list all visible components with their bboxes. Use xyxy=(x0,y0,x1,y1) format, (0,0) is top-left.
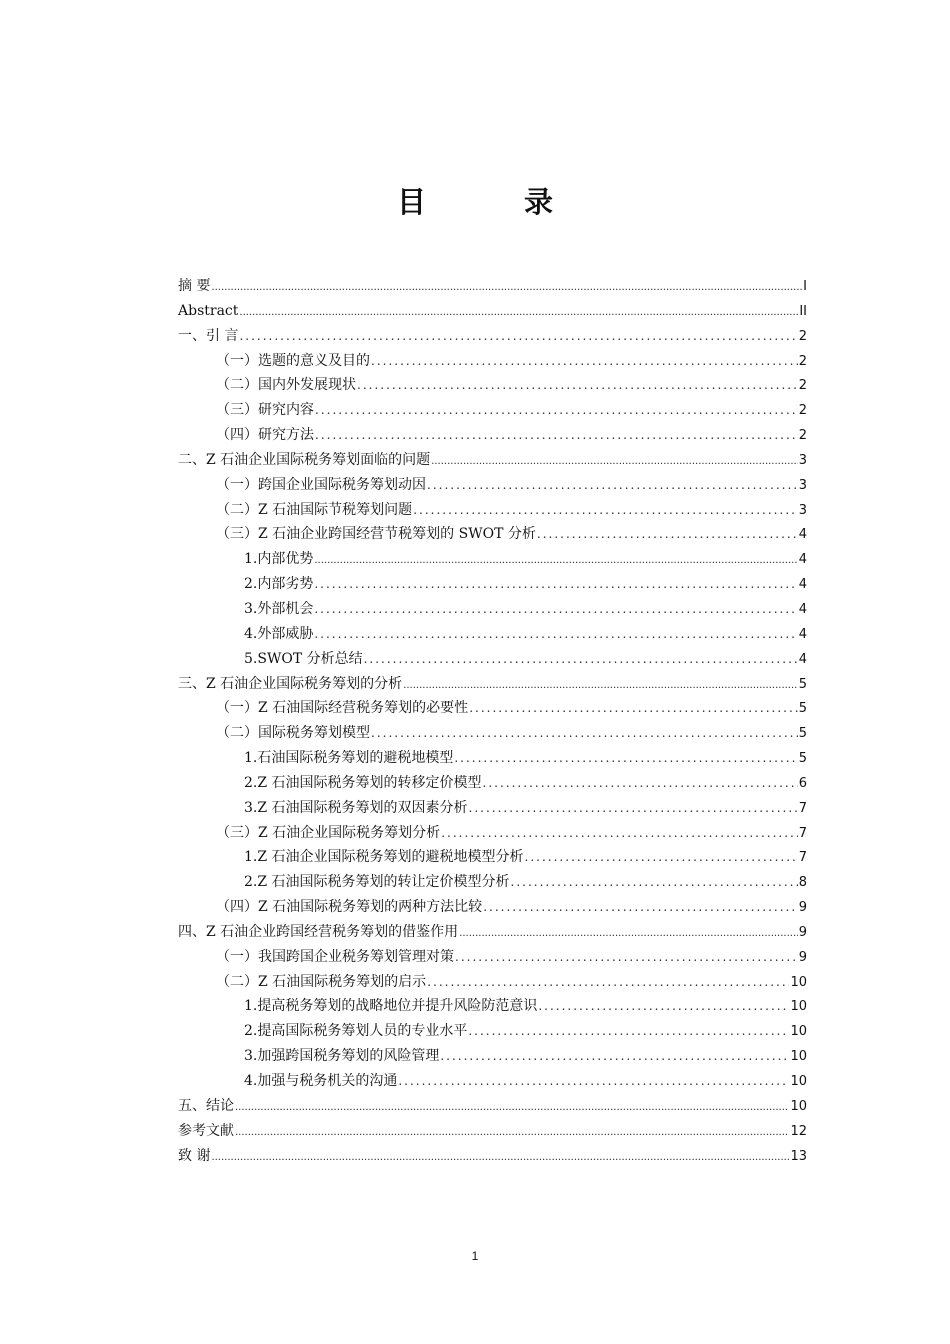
toc-entry[interactable] xyxy=(178,299,807,324)
toc-entry-page: 5 xyxy=(798,701,807,717)
toc-entry-page: 4 xyxy=(798,577,807,593)
toc-dot-leader xyxy=(431,450,798,475)
toc-entry-page: 2 xyxy=(798,403,807,419)
toc-entry-page: II xyxy=(799,303,807,319)
toc-entry-page: 5 xyxy=(798,676,807,692)
toc-dot-leader xyxy=(235,1096,789,1121)
toc-dot-leader xyxy=(403,674,798,699)
toc-entry[interactable] xyxy=(178,945,807,970)
toc-dot-leader xyxy=(454,746,797,771)
toc-entry[interactable] xyxy=(178,994,807,1019)
toc-entry-title: （一）Z 石油国际经营税务筹划的必要性 xyxy=(216,700,469,717)
toc-dot-leader xyxy=(314,597,797,622)
table-of-contents xyxy=(178,274,807,1168)
toc-entry-title: 1.内部优势 xyxy=(244,551,314,568)
toc-entry[interactable] xyxy=(178,622,807,647)
toc-dot-leader xyxy=(455,945,798,970)
toc-entry-page: 4 xyxy=(798,552,807,568)
toc-entry-page: 8 xyxy=(798,875,807,891)
toc-dot-leader xyxy=(468,1019,789,1044)
toc-dot-leader xyxy=(427,473,798,498)
toc-dot-leader xyxy=(357,373,798,398)
toc-entry-page: 9 xyxy=(798,900,807,916)
toc-dot-leader xyxy=(469,696,798,721)
toc-dot-leader xyxy=(315,398,798,423)
toc-entry-title: （四）研究方法 xyxy=(216,427,314,444)
toc-dot-leader xyxy=(459,922,798,947)
toc-entry-page: 10 xyxy=(790,999,807,1015)
toc-entry-title: 3.加强跨国税务筹划的风险管理 xyxy=(244,1048,440,1065)
toc-dot-leader xyxy=(314,622,797,647)
toc-entry-title: 1.石油国际税务筹划的避税地模型 xyxy=(244,750,454,767)
toc-entry-page: 10 xyxy=(790,1049,807,1065)
toc-entry-title: （一）跨国企业国际税务筹划动因 xyxy=(216,476,426,493)
toc-dot-leader xyxy=(483,771,798,796)
toc-entry-page: 4 xyxy=(798,601,807,617)
toc-entry[interactable] xyxy=(178,696,807,721)
toc-entry[interactable] xyxy=(178,821,807,846)
toc-entry[interactable] xyxy=(178,1144,807,1169)
toc-dot-leader xyxy=(364,647,798,672)
toc-entry-title: 三、Z 石油企业国际税务筹划的分析 xyxy=(178,675,403,692)
toc-dot-leader xyxy=(537,522,798,547)
toc-entry-page: 2 xyxy=(798,428,807,444)
toc-entry[interactable] xyxy=(178,522,807,547)
toc-entry-title: 一、引 言 xyxy=(178,327,239,344)
toc-entry-title: 五、结论 xyxy=(178,1097,234,1114)
toc-entry-page: 12 xyxy=(790,1123,807,1139)
toc-entry-title: 2.提高国际税务筹划人员的专业水平 xyxy=(244,1023,468,1040)
toc-dot-leader xyxy=(239,301,798,326)
toc-entry-page: 10 xyxy=(790,1074,807,1089)
toc-entry[interactable] xyxy=(178,1044,807,1069)
toc-entry-title: （四）Z 石油国际税务筹划的两种方法比较 xyxy=(216,899,483,916)
toc-entry-title: （三）研究内容 xyxy=(216,402,314,419)
toc-dot-leader xyxy=(371,349,798,374)
toc-dot-leader xyxy=(314,572,797,597)
toc-dot-leader xyxy=(469,796,798,821)
toc-entry-page: 10 xyxy=(790,974,807,990)
toc-entry[interactable] xyxy=(178,721,807,746)
toc-entry[interactable] xyxy=(178,870,807,895)
toc-entry-page: 5 xyxy=(798,751,807,767)
toc-dot-leader xyxy=(398,1069,789,1094)
toc-entry[interactable] xyxy=(178,572,807,597)
page-title: 目 录 xyxy=(396,185,598,219)
toc-entry-title: 3.Z 石油国际税务筹划的双因素分析 xyxy=(244,799,468,816)
toc-dot-leader xyxy=(483,895,798,920)
toc-entry[interactable] xyxy=(178,398,807,423)
toc-entry-title: （三）Z 石油企业国际税务筹划分析 xyxy=(216,824,441,841)
toc-entry-title: 4.加强与税务机关的沟通 xyxy=(244,1073,398,1089)
toc-entry[interactable] xyxy=(178,970,807,995)
toc-entry[interactable] xyxy=(178,597,807,622)
toc-entry-page: 7 xyxy=(798,800,807,816)
toc-entry-title: 二、Z 石油企业国际税务筹划面临的问题 xyxy=(178,451,431,468)
toc-entry[interactable] xyxy=(178,920,807,945)
toc-entry-page: 10 xyxy=(790,1098,807,1114)
toc-dot-leader xyxy=(427,970,789,995)
toc-entry[interactable] xyxy=(178,373,807,398)
page-number: 1 xyxy=(471,1249,479,1263)
toc-dot-leader xyxy=(235,1121,789,1146)
toc-entry-title: （一）我国跨国企业税务筹划管理对策 xyxy=(216,948,454,965)
toc-dot-leader xyxy=(315,423,798,448)
toc-entry-title: （二）国际税务筹划模型 xyxy=(216,725,370,742)
toc-entry[interactable] xyxy=(178,498,807,523)
toc-dot-leader xyxy=(211,1146,789,1171)
toc-entry-page: 3 xyxy=(798,502,807,518)
toc-entry-title: 3.外部机会 xyxy=(244,600,314,617)
toc-dot-leader xyxy=(440,1044,789,1069)
toc-entry-title: （一）选题的意义及目的 xyxy=(216,352,370,369)
toc-entry-page: 2 xyxy=(798,378,807,394)
toc-entry-title: 1.Z 石油企业国际税务筹划的避税地模型分析 xyxy=(244,849,524,866)
toc-entry[interactable] xyxy=(178,1069,807,1094)
toc-entry[interactable] xyxy=(178,547,807,572)
toc-entry-page: 4 xyxy=(798,626,807,642)
toc-entry[interactable] xyxy=(178,771,807,796)
toc-entry[interactable] xyxy=(178,672,807,697)
toc-entry-page: 3 xyxy=(798,477,807,493)
toc-entry-title: （二）Z 石油国际节税筹划问题 xyxy=(216,501,413,518)
toc-dot-leader xyxy=(314,549,797,574)
toc-dot-leader xyxy=(211,276,802,301)
toc-entry-title: 2.Z 石油国际税务筹划的转让定价模型分析 xyxy=(244,874,510,891)
toc-entry-page: 9 xyxy=(798,949,807,965)
toc-entry-title: 4.外部威胁 xyxy=(244,625,314,642)
toc-entry-page: 6 xyxy=(798,775,807,791)
toc-entry-title: （三）Z 石油企业跨国经营节税筹划的 SWOT 分析 xyxy=(216,526,536,543)
toc-dot-leader xyxy=(371,721,798,746)
toc-entry-page: 13 xyxy=(790,1148,807,1164)
toc-entry-page: 7 xyxy=(798,850,807,866)
toc-entry-page: 2 xyxy=(798,328,807,344)
toc-entry-title: 2.Z 石油国际税务筹划的转移定价模型 xyxy=(244,774,482,791)
toc-entry[interactable] xyxy=(178,1094,807,1119)
toc-entry[interactable] xyxy=(178,324,807,349)
toc-dot-leader xyxy=(413,498,798,523)
toc-entry-page: 4 xyxy=(798,651,807,667)
toc-dot-leader xyxy=(525,845,798,870)
toc-entry[interactable] xyxy=(178,1019,807,1044)
toc-entry-title: 致 谢 xyxy=(178,1147,211,1164)
toc-entry-page: 5 xyxy=(798,726,807,742)
toc-entry[interactable] xyxy=(178,746,807,771)
toc-entry-title: 四、Z 石油企业跨国经营税务筹划的借鉴作用 xyxy=(178,923,459,940)
toc-entry-title: Abstract xyxy=(178,302,239,319)
toc-entry[interactable] xyxy=(178,647,807,672)
toc-dot-leader xyxy=(239,324,797,349)
toc-entry-page: 9 xyxy=(798,924,807,940)
toc-entry-title: （二）Z 石油国际税务筹划的启示 xyxy=(216,973,427,990)
toc-entry-title: 参考文献 xyxy=(178,1122,234,1139)
toc-entry-title: 1.提高税务筹划的战略地位并提升风险防范意识 xyxy=(244,998,538,1015)
toc-entry[interactable] xyxy=(178,448,807,473)
toc-entry-page: 2 xyxy=(798,353,807,369)
toc-entry-page: 4 xyxy=(798,527,807,543)
toc-entry-title: 5.SWOT 分析总结 xyxy=(244,650,363,667)
toc-entry-page: 3 xyxy=(798,452,807,468)
toc-dot-leader xyxy=(441,821,798,846)
toc-entry[interactable] xyxy=(178,1119,807,1144)
toc-entry[interactable] xyxy=(178,274,807,299)
toc-entry[interactable] xyxy=(178,796,807,821)
toc-entry-page: 7 xyxy=(798,825,807,841)
toc-entry[interactable] xyxy=(178,845,807,870)
toc-dot-leader xyxy=(511,870,798,895)
toc-entry[interactable] xyxy=(178,423,807,448)
toc-dot-leader xyxy=(538,994,789,1019)
toc-entry-title: （二）国内外发展现状 xyxy=(216,377,356,394)
toc-entry[interactable] xyxy=(178,473,807,498)
toc-entry-page: I xyxy=(803,279,807,294)
toc-entry-title: 摘 要 xyxy=(178,278,211,294)
toc-entry-page: 10 xyxy=(790,1024,807,1040)
toc-entry-title: 2.内部劣势 xyxy=(244,576,314,593)
toc-entry[interactable] xyxy=(178,349,807,374)
toc-entry[interactable] xyxy=(178,895,807,920)
